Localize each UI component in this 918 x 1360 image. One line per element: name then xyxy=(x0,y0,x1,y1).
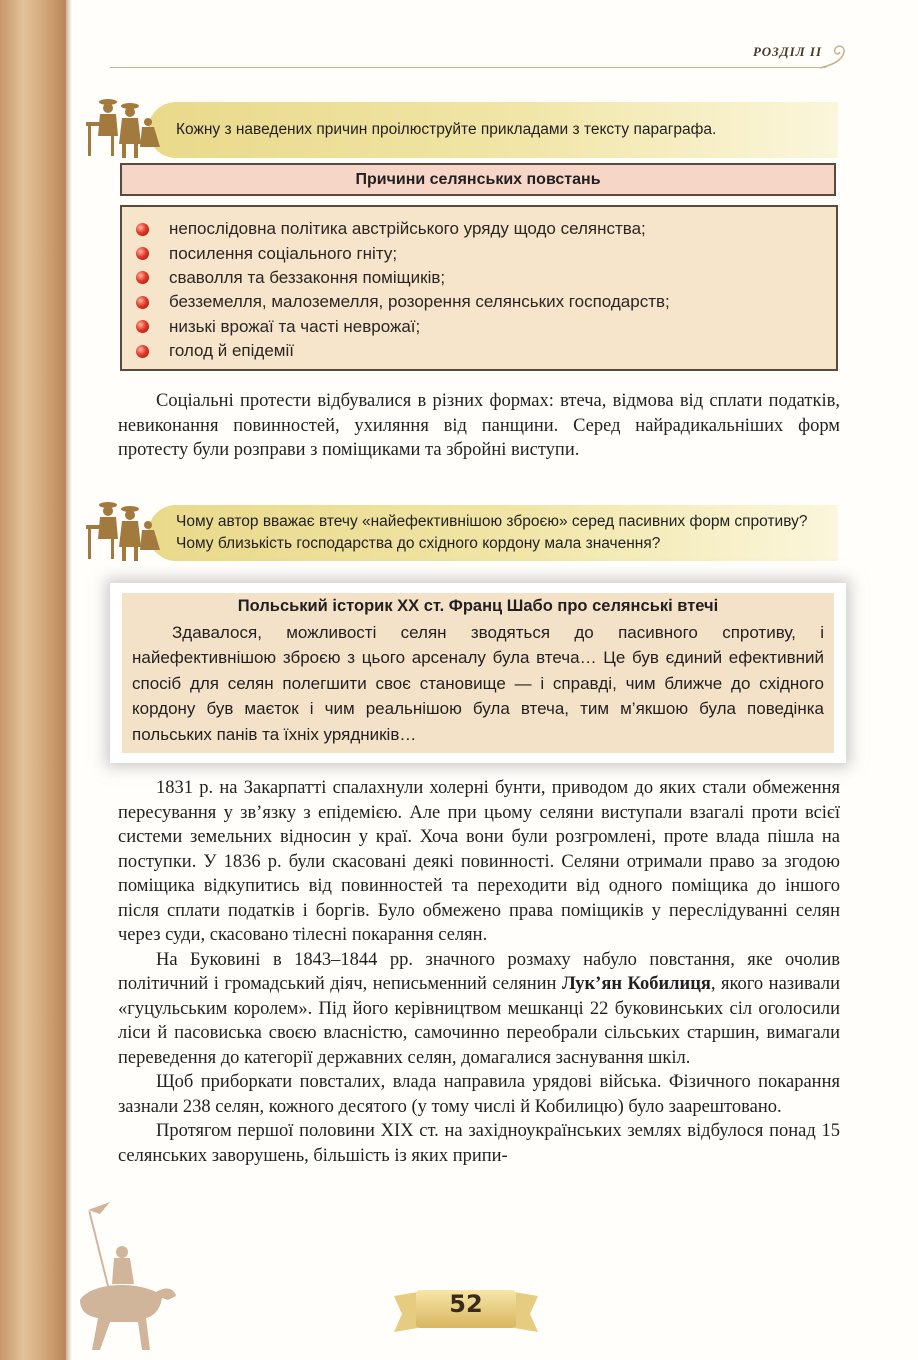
bullet-icon xyxy=(136,247,149,260)
bullet-icon xyxy=(136,296,149,309)
historical-quote-card xyxy=(110,583,846,763)
cause-text: сваволля та беззаконня поміщиків; xyxy=(169,267,446,287)
cause-text: низькі врожаї та часті неврожаї; xyxy=(169,316,421,336)
body-section-main xyxy=(118,776,840,1168)
quote-box xyxy=(122,593,834,753)
paragraph-text: , якого називали «гуцульським королем». Під його керівництвом мешканці 22 буковинських сіл оголосили ліси й пасовиська своєю власністю, самочинно переобрали сільських старшин, вимагали переведення до категорії державних селян, домагалися заснування шкіл. xyxy=(118,974,840,1068)
body-paragraph-protests xyxy=(118,389,840,463)
paragraph-bukovyna xyxy=(118,948,840,1071)
person-name-bold: Лук’ян Кобилиця xyxy=(561,974,711,994)
paragraph-text: Соціальні протести відбувалися в різних формах: втеча, відмова від сплати податків, невиконання повинностей, ухиляння від панщини. Серед найрадикальніших форм протесту були розправи з поміщиками та збройні виступи. xyxy=(118,391,840,460)
bullet-icon xyxy=(136,223,149,236)
section-label: РОЗДІЛ ІІ xyxy=(753,44,822,59)
cause-text: голод й епідемії xyxy=(169,341,294,361)
header-rule xyxy=(110,67,826,68)
list-item xyxy=(136,315,826,339)
list-item xyxy=(136,241,826,265)
task-prompt-1 xyxy=(78,102,838,158)
paragraph-zakarpattia: 1831 р. на Закарпатті спалахнули холерні бунти, приводом до яких стали обмеження пересування у зв’язку з епідемією. Але при цьому селяни виступали взагалі проти всієї системи земельних відносин у краї. Хоча вони були розгромлені, проте влада пішла на поступки. У 1836 р. були скасовані деякі повинності. Селяни отримали право за згодою поміщика відкупитись від повинностей та переходити від одного поміщика до іншого після сплати податків і боргів. Було обмежено права поміщиків у переслідуванні селян через суди, скасовано тілесні покарання селян. xyxy=(118,778,840,945)
cause-text: непослідовна політика австрійського уряду щодо селянства; xyxy=(169,219,646,239)
bullet-icon xyxy=(136,320,149,333)
causes-list xyxy=(120,205,838,371)
causes-title: Причини селянських повстань xyxy=(120,163,836,196)
task-text: Кожну з наведених причин проілюструйте прикладами з тексту параграфа. xyxy=(176,121,717,138)
paragraph-western-lands: Протягом першої половини ХІХ ст. на західноукраїнських землях відбулося понад 15 селянських заворушень, більшість із яких припи- xyxy=(118,1121,840,1166)
bullet-icon xyxy=(136,271,149,284)
task-prompt-2 xyxy=(78,505,838,561)
researchers-icon xyxy=(78,92,174,166)
horseman-silhouette-icon xyxy=(70,1200,190,1360)
list-item xyxy=(136,290,826,314)
left-decorative-strip xyxy=(0,0,66,1360)
list-item xyxy=(136,217,826,241)
list-item xyxy=(136,266,826,290)
cause-text: безземелля, малоземелля, розорення селянських господарств; xyxy=(169,292,670,312)
task-text: Чому автор вважає втечу «найефективнішою зброєю» серед пасивних форм спротиву? Чому близькість господарства до східного кордону мала значення? xyxy=(176,513,808,552)
cause-text: посилення соціального гніту; xyxy=(169,243,398,263)
swirl-ornament-icon xyxy=(818,40,848,72)
quote-title: Польський історик ХХ ст. Франц Шабо про селянські втечі xyxy=(237,597,719,615)
page-number: 52 xyxy=(449,1290,483,1318)
researchers-icon xyxy=(78,495,174,569)
page-number-badge xyxy=(388,1286,544,1334)
quote-body: Здавалося, можливості селян зводяться до пасивного спротиву, і найефективнішою зброєю з цього арсеналу була втеча… Це був єдиний ефективний спосіб для селян полегшити своє становище — і справді, чим ближче до східного кордону був маєток і чим реальнішою була втеча, тим м’якшою була поведінка польських панів та їхніх урядників… xyxy=(132,622,824,744)
list-item xyxy=(136,339,826,363)
paragraph-text: На Буковині в 1843–1844 рр. значного розмаху набуло повстання, яке очолив політичний і громадський діяч, неписьменний селянин xyxy=(118,949,840,994)
paragraph-suppression: Щоб приборкати повсталих, влада направила урядові війська. Фізичного покарання зазнали 238 селян, кожного десятого (у тому числі й Кобилицю) було заарештовано. xyxy=(118,1072,840,1117)
bullet-icon xyxy=(136,345,149,358)
